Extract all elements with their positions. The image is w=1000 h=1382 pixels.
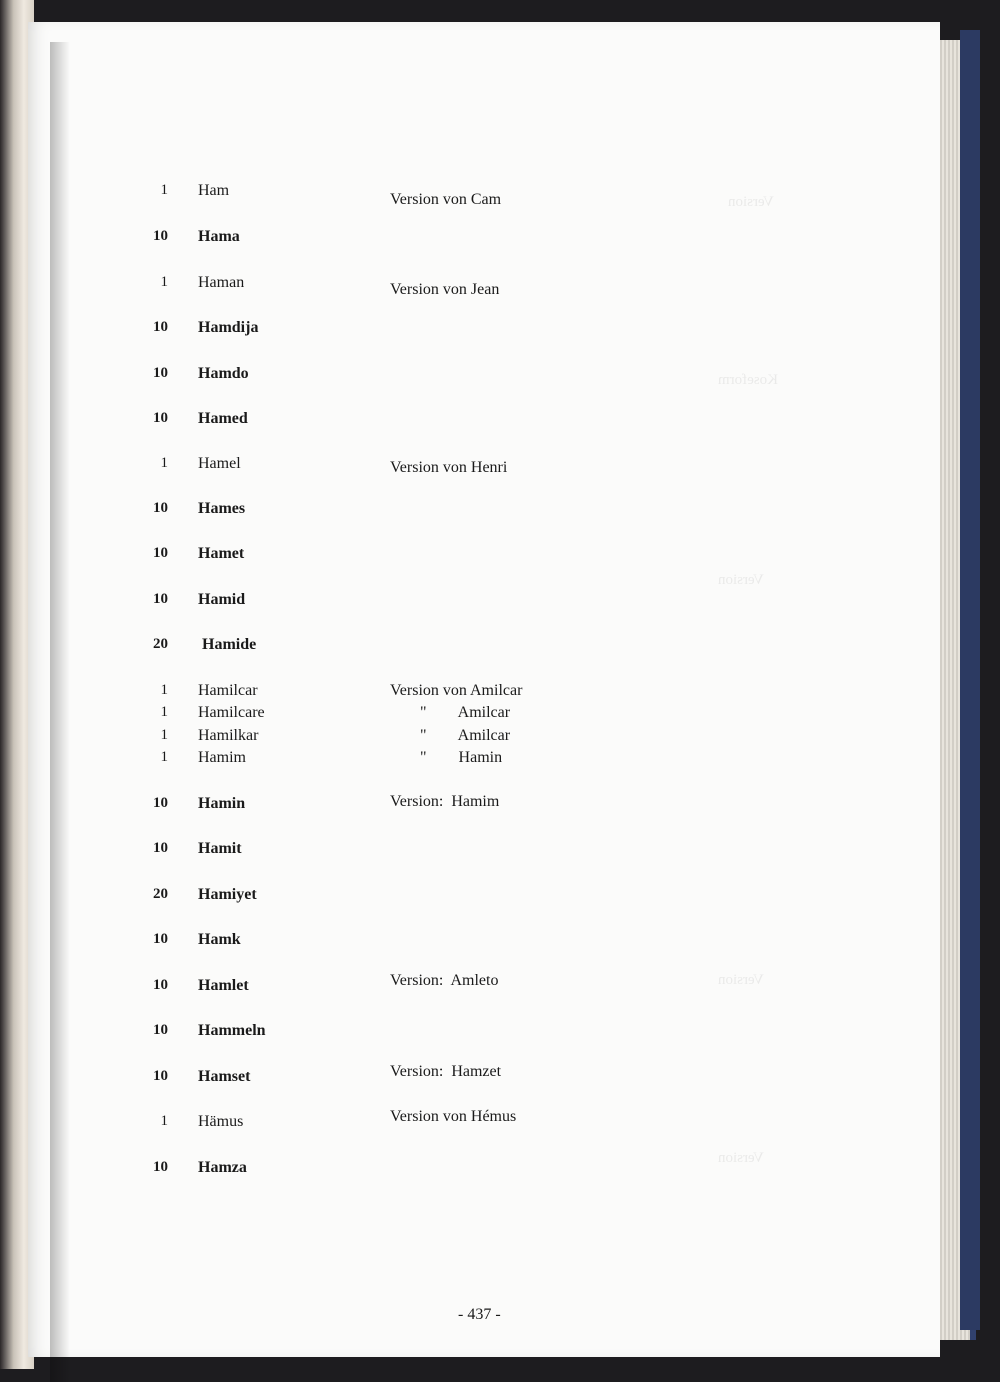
entry-name: Hämus <box>198 1113 244 1130</box>
entry-name: Hamid <box>198 591 246 608</box>
entry-count: 10 <box>153 410 168 426</box>
book-page <box>28 22 940 1357</box>
entry-name: Hamim <box>198 749 246 766</box>
entry-name: Hamdija <box>198 319 259 336</box>
entry-count: 10 <box>153 1068 168 1084</box>
entry-row <box>28 591 928 613</box>
entry-row <box>28 1108 928 1135</box>
entry-count: 10 <box>153 795 168 811</box>
entry-name: Hama <box>198 228 240 245</box>
entry-count: 1 <box>160 682 168 698</box>
entry-name: Hamza <box>198 1159 247 1176</box>
entry-count: 10 <box>153 977 168 993</box>
entry-note: Version: Hamim <box>390 793 500 810</box>
entry-row <box>28 274 928 296</box>
entry-name: Hamit <box>198 840 242 857</box>
entry-count: 1 <box>160 749 168 765</box>
entry-name: Hamin <box>198 795 246 812</box>
entry-note: " Hamin <box>420 749 503 766</box>
entry-count: 10 <box>153 1159 168 1175</box>
entry-count: 1 <box>160 274 168 290</box>
entry-name: Hamset <box>198 1068 251 1085</box>
entry-note: Version von Jean <box>390 281 500 298</box>
show-through-text: Version Koseform Version Version Version <box>718 194 778 1166</box>
entry-row <box>28 636 928 658</box>
entry-name: Hammeln <box>198 1022 266 1039</box>
entry-row <box>28 500 928 522</box>
entry-count: 10 <box>153 545 168 561</box>
entry-row <box>28 972 928 999</box>
entry-row <box>28 228 928 250</box>
entry-row <box>28 545 928 567</box>
entry-count: 10 <box>153 319 168 335</box>
entry-note: Version von Amilcar <box>390 682 523 699</box>
entry-note: Version: Hamzet <box>390 1063 502 1080</box>
entry-count: 10 <box>153 1022 168 1038</box>
entry-row <box>28 795 928 817</box>
entry-name: Hames <box>198 500 246 517</box>
entry-name: Hamilcar <box>198 682 258 699</box>
entry-note: Version: Amleto <box>390 972 499 989</box>
entry-name: Hamilkar <box>198 727 259 744</box>
entry-note: " Amilcar <box>420 727 511 744</box>
entry-row <box>28 455 928 477</box>
book-cover-edge <box>960 30 980 1330</box>
entry-row <box>28 727 928 749</box>
entry-count: 10 <box>153 500 168 516</box>
entry-count: 10 <box>153 228 168 244</box>
entry-row <box>28 840 928 862</box>
entry-count: 1 <box>160 704 168 720</box>
entry-row <box>28 1159 928 1181</box>
entry-note: Version von Cam <box>390 191 502 208</box>
entry-name: Hamilcare <box>198 704 265 721</box>
entry-count: 1 <box>160 182 168 198</box>
entry-name: Haman <box>198 274 245 291</box>
entry-count: 10 <box>153 931 168 947</box>
entry-name: Hamide <box>202 636 257 653</box>
entry-name: Hamed <box>198 410 248 427</box>
entry-row <box>28 749 928 771</box>
entry-count: 10 <box>153 365 168 381</box>
entry-count: 1 <box>160 455 168 471</box>
page-number: - 437 - <box>458 1306 501 1323</box>
entry-row <box>28 704 928 726</box>
entry-name: Hamlet <box>198 977 249 994</box>
entry-name: Hamk <box>198 931 241 948</box>
entry-row <box>28 1063 928 1090</box>
entry-name: Hamdo <box>198 365 249 382</box>
entry-count: 10 <box>153 591 168 607</box>
entry-row <box>28 410 928 432</box>
entry-row <box>28 886 928 908</box>
entry-count: 10 <box>153 840 168 856</box>
entry-row <box>28 1022 928 1044</box>
entry-row <box>28 682 928 704</box>
entry-count: 20 <box>153 636 168 652</box>
entry-note: " Amilcar <box>420 704 511 721</box>
entry-row <box>28 931 928 953</box>
entry-row <box>28 365 928 387</box>
entry-note: Version von Henri <box>390 459 508 476</box>
entry-row <box>28 182 928 208</box>
entry-count: 1 <box>160 727 168 743</box>
entry-note: Version von Hémus <box>390 1108 517 1125</box>
entry-name: Hamel <box>198 455 241 472</box>
entry-name: Ham <box>198 182 230 199</box>
entry-name: Hamiyet <box>198 886 257 903</box>
entry-count: 20 <box>153 886 168 902</box>
entry-count: 1 <box>160 1113 168 1129</box>
entry-row <box>28 319 928 341</box>
entry-name: Hamet <box>198 545 245 562</box>
